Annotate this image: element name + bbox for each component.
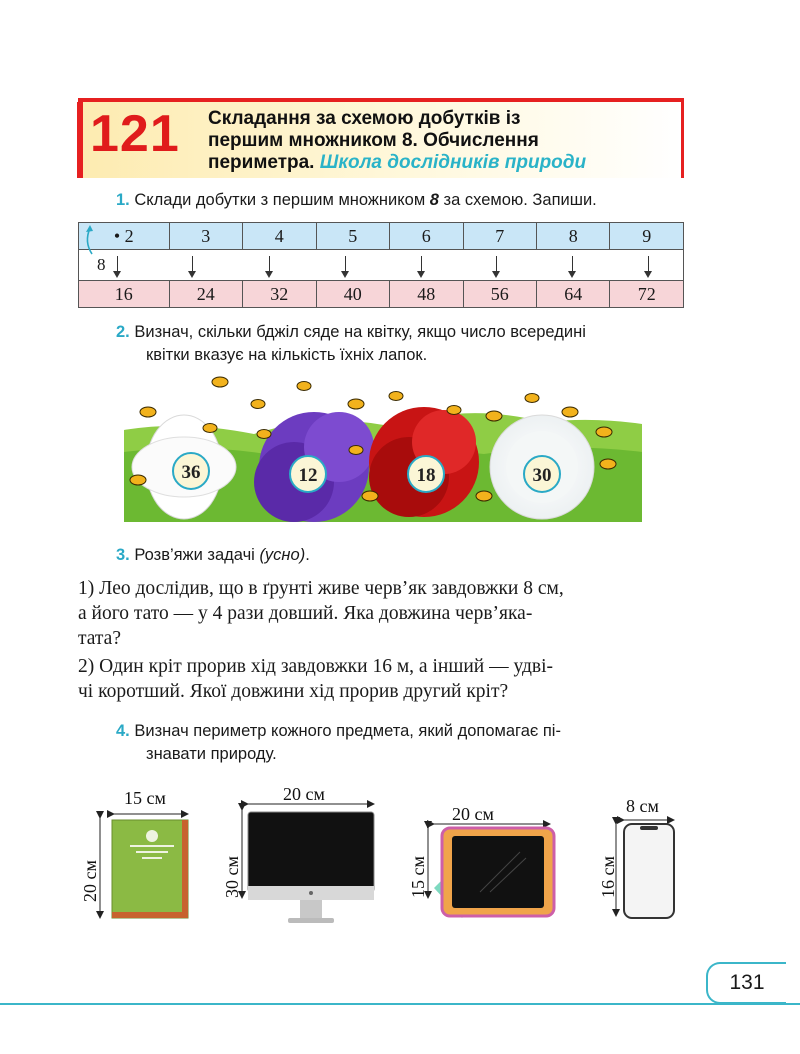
lesson-title-line2: першим множником 8. Обчислення: [208, 130, 539, 151]
down-arrow-icon: [421, 256, 422, 276]
footer-line: [0, 1003, 800, 1005]
product-cell: 72: [610, 281, 684, 308]
down-arrow-icon: [496, 256, 497, 276]
product-cell: 64: [536, 281, 609, 308]
flowers-bees-illustration: [124, 372, 642, 522]
product-cell: 40: [316, 281, 389, 308]
task1-text: 1. Склади добутки з першим множником 8 за схемою. Запиши.: [116, 191, 597, 209]
lesson-title-line3: периметра. Школа дослідників природи: [208, 152, 587, 173]
page-number: 131: [706, 962, 786, 1004]
bee-icon: [257, 430, 271, 439]
table-cell: 3: [169, 223, 242, 250]
task2-number: 2.: [116, 323, 130, 341]
monitor-height-label: 30 см: [222, 856, 242, 898]
bee-icon: [349, 446, 363, 455]
task4-text: 4. Визнач периметр кожного предмета, який допомагає пі- знавати природу.: [116, 722, 561, 763]
bee-icon: [476, 491, 492, 501]
bee-icon: [212, 377, 228, 387]
product-cell: 24: [169, 281, 242, 308]
problem-1: 1) Лео дослідив, що в ґрунті живе черв’як завдовжки 8 см, а його тато — у 4 рази довший. Яка довжина черв’яка- тата?: [78, 578, 564, 649]
bee-icon: [362, 491, 378, 501]
flower-number: 12: [298, 465, 318, 486]
table-cell-first: • 2: [79, 223, 170, 250]
lesson-number: 121: [90, 105, 180, 163]
products-row: [79, 281, 684, 308]
bee-icon: [562, 407, 578, 417]
bee-icon: [297, 382, 311, 391]
down-arrow-icon: [192, 256, 193, 276]
book-height-label: 20 см: [80, 860, 100, 902]
flower-number: 18: [416, 465, 436, 486]
task1-number: 1.: [116, 191, 130, 209]
factor-cell: 8: [79, 250, 170, 281]
phone-width-label: 8 см: [626, 796, 659, 816]
table-cell: 4: [243, 223, 316, 250]
product-cell: 48: [390, 281, 463, 308]
task2-text: 2. Визнач, скільки бджіл сяде на квітку, якщо число всередині квітки вказує на кількість їхніх лапок.: [116, 323, 586, 364]
down-arrow-icon: [117, 256, 118, 276]
phone-object: [616, 820, 674, 918]
lesson-title-accent: Школа дослідників природи: [319, 152, 587, 173]
monitor-object: [242, 804, 374, 923]
table-cell: 7: [463, 223, 536, 250]
bee-icon: [140, 407, 156, 417]
down-arrow-icon: [572, 256, 573, 276]
tablet-height-label: 15 см: [408, 856, 428, 898]
tablet-object: [428, 824, 554, 918]
phone-height-label: 16 см: [598, 856, 618, 898]
product-cell: 56: [463, 281, 536, 308]
table-cell: 5: [316, 223, 389, 250]
flower-number: 30: [532, 465, 552, 486]
bee-icon: [251, 400, 265, 409]
lesson-title: [208, 108, 586, 174]
book-object: [100, 814, 188, 918]
bee-icon: [348, 399, 364, 409]
multiplication-table: [78, 222, 684, 308]
down-arrow-icon: [648, 256, 649, 276]
table-cell: 8: [536, 223, 609, 250]
task4-number: 4.: [116, 722, 130, 740]
multipliers-row: [79, 223, 684, 250]
bee-icon: [525, 394, 539, 403]
bee-icon: [600, 459, 616, 469]
bee-icon: [389, 392, 403, 401]
curved-arrow-icon: [80, 222, 100, 256]
product-cell: 16: [79, 281, 170, 308]
down-arrow-icon: [269, 256, 270, 276]
lesson-title-line1: Складання за схемою добутків із: [208, 108, 521, 129]
tablet-width-label: 20 см: [452, 804, 494, 824]
flower-number: 36: [181, 462, 201, 483]
table-cell: 6: [390, 223, 463, 250]
bee-icon: [203, 424, 217, 433]
product-cell: 32: [243, 281, 316, 308]
book-width-label: 15 см: [124, 788, 166, 808]
bee-icon: [447, 406, 461, 415]
down-arrow-icon: [345, 256, 346, 276]
bee-icon: [486, 411, 502, 421]
task3-text: 3. Розв’яжи задачі (усно).: [116, 546, 310, 564]
bee-icon: [596, 427, 612, 437]
bee-icon: [130, 475, 146, 485]
task3-number: 3.: [116, 546, 130, 564]
arrows-row: [79, 250, 684, 281]
monitor-width-label: 20 см: [283, 784, 325, 804]
table-cell: 9: [610, 223, 684, 250]
problem-2: 2) Один кріт прорив хід завдовжки 16 м, а інший — удві- чі коротший. Якої довжини хід прорив другий кріт?: [78, 656, 554, 702]
